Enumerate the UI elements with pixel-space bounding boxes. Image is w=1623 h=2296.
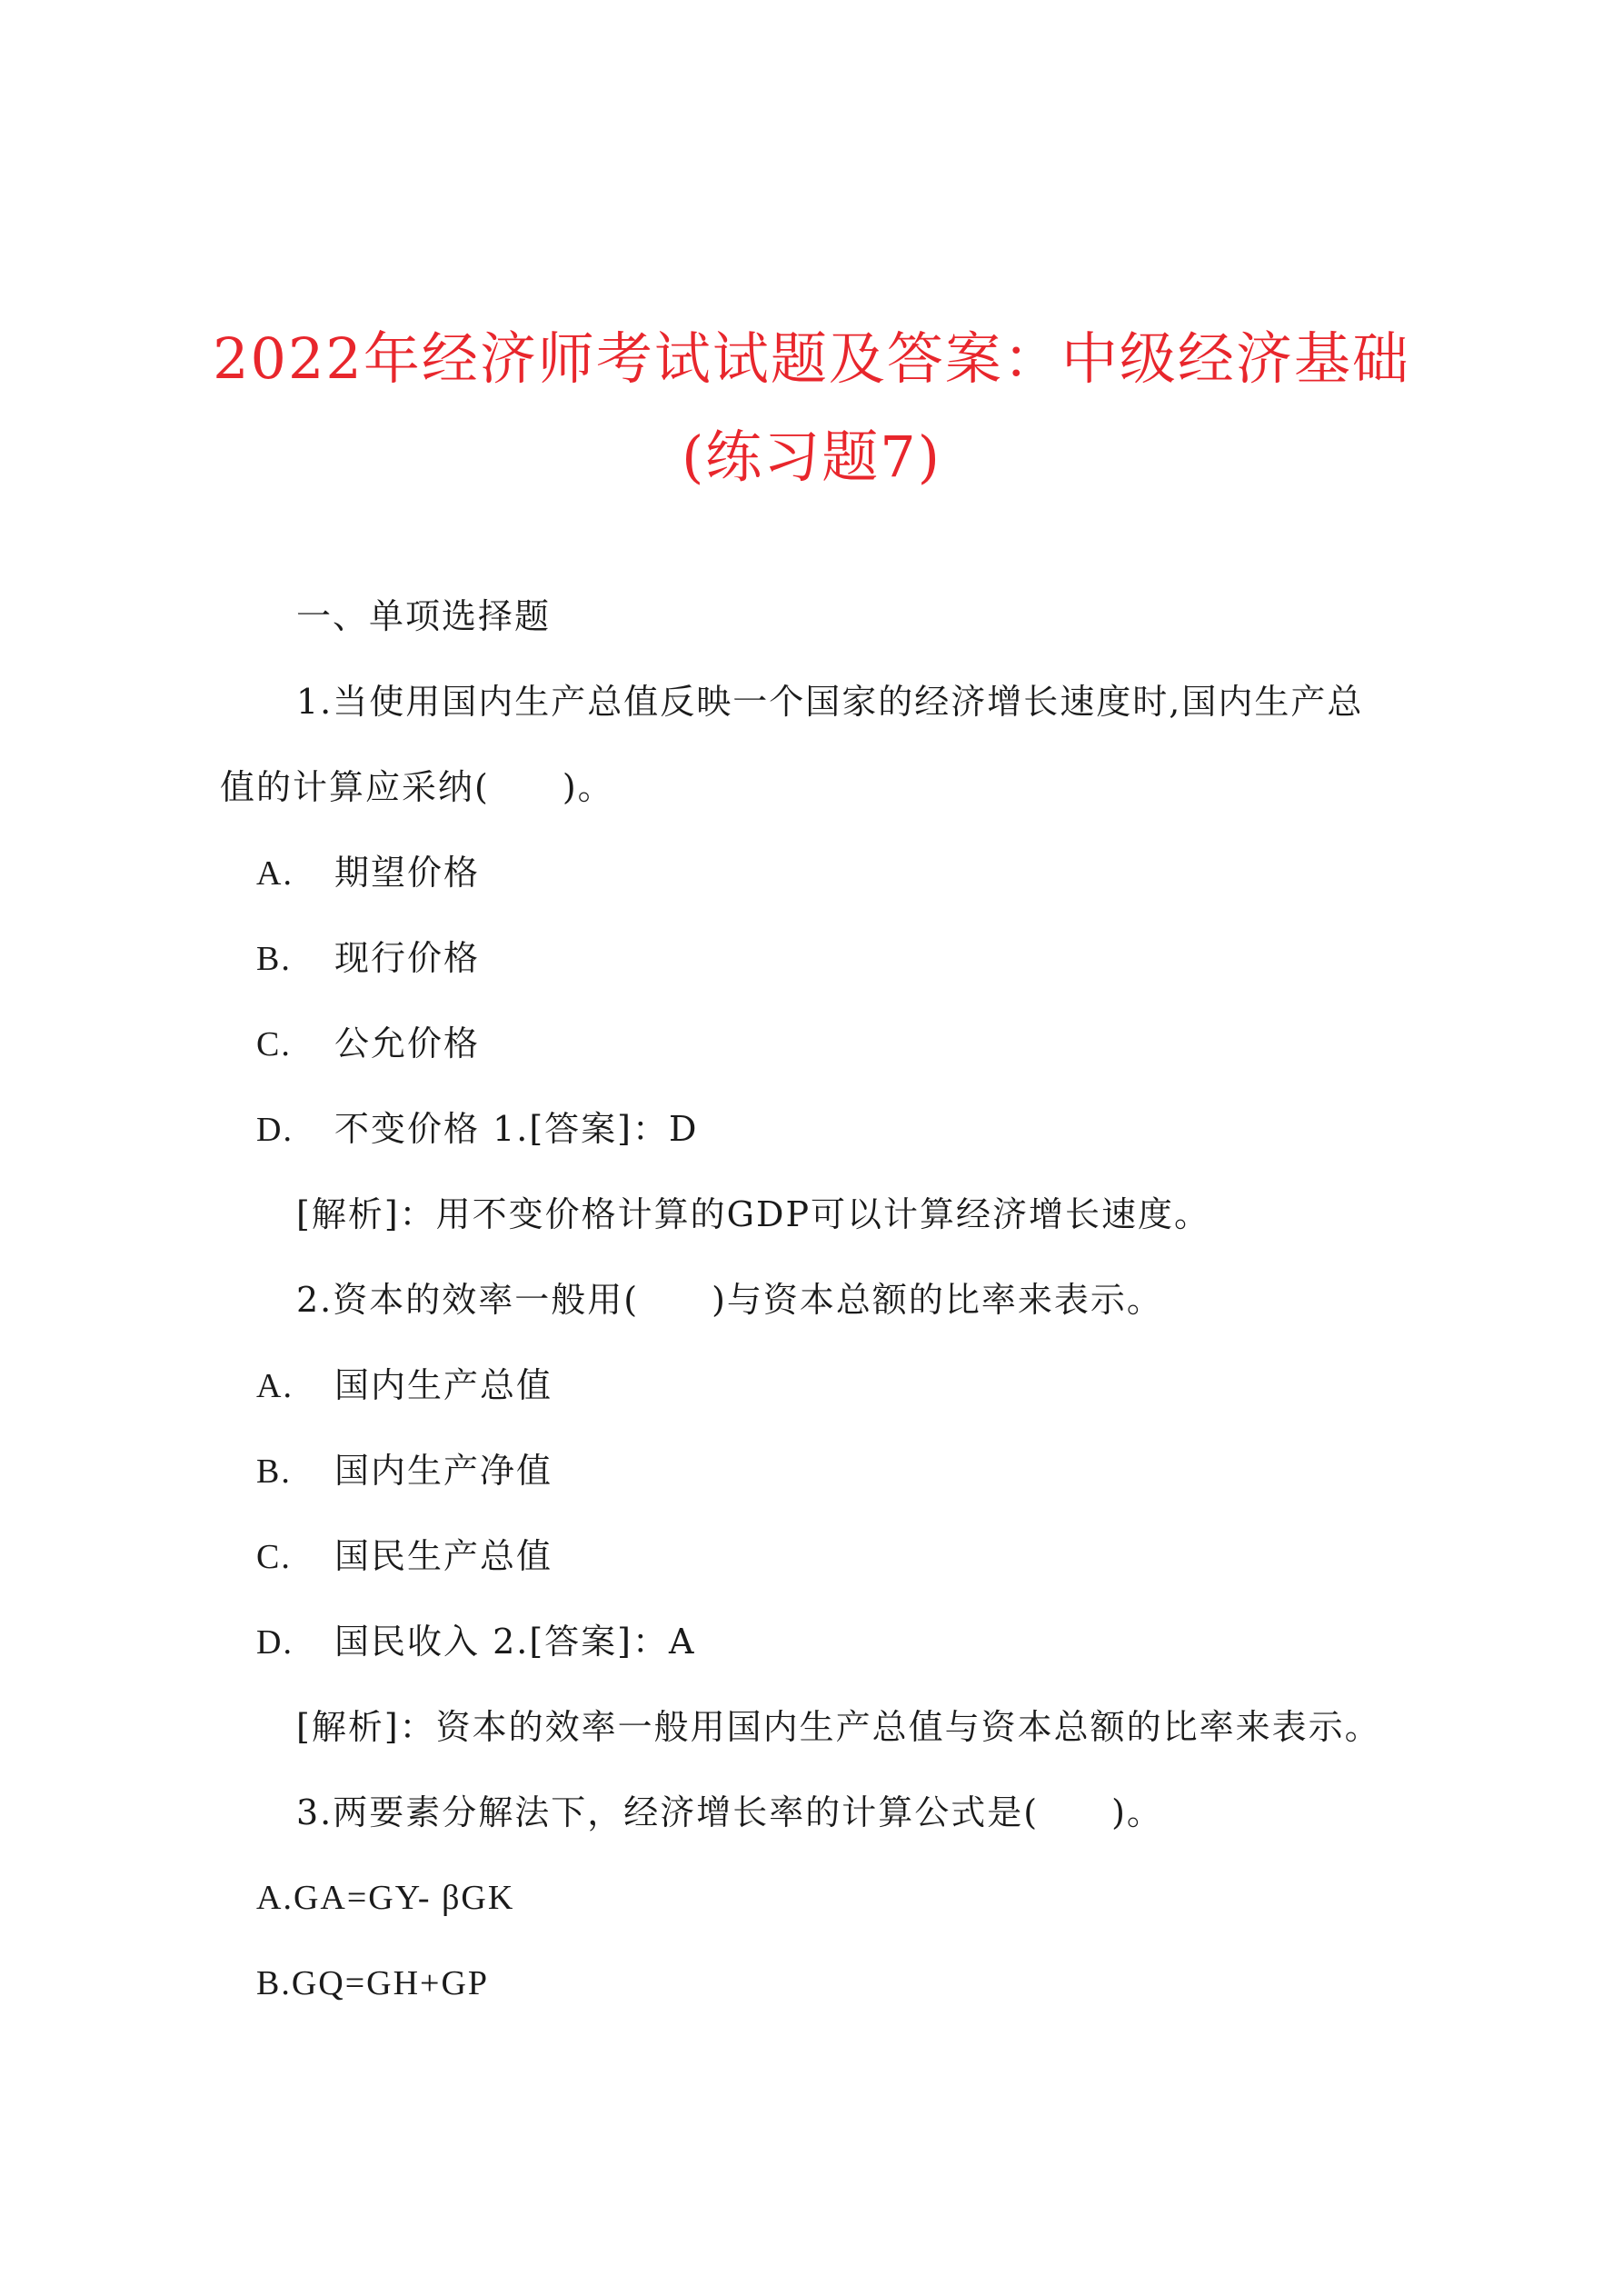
option-text: 国内生产总值 — [334, 1365, 553, 1405]
question-3-option-b: B.GQ=GH+GP — [256, 1964, 490, 2002]
document-title-line-2: (练习题7) — [682, 424, 941, 490]
question-3-option-a: A.GA=GY- βGK — [256, 1879, 515, 1917]
question-2-option-c — [256, 1536, 553, 1577]
question-2-stem-line-1: 2.资本的效率一般用( )与资本总额的比率来表示。 — [296, 1280, 1163, 1320]
option-letter: A. — [256, 854, 294, 893]
question-1-analysis: [解析]：用不变价格计算的GDP可以计算经济增长速度。 — [296, 1194, 1211, 1234]
question-1-option-a — [256, 853, 480, 893]
question-2-option-b — [256, 1451, 553, 1492]
option-letter: D. — [256, 1111, 294, 1149]
option-letter: D. — [256, 1623, 294, 1662]
question-2-analysis: [解析]：资本的效率一般用国内生产总值与资本总额的比率来表示。 — [296, 1707, 1381, 1747]
option-text: 国内生产净值 — [334, 1451, 553, 1491]
question-1-option-c — [256, 1023, 480, 1064]
option-text: 现行价格 — [334, 938, 481, 978]
option-letter: C. — [256, 1538, 292, 1576]
option-letter: B. — [256, 940, 292, 978]
section-heading: 一、单项选择题 — [296, 596, 552, 636]
option-text: 期望价格 — [334, 853, 481, 893]
question-1-stem-line-2: 值的计算应采纳( )。 — [220, 767, 614, 807]
option-text: 公允价格 — [334, 1023, 481, 1063]
option-text: 国民收入 2.[答案]：A — [334, 1622, 696, 1662]
option-letter: C. — [256, 1025, 292, 1063]
question-1-stem-line-1: 1.当使用国内生产总值反映一个国家的经济增长速度时,国内生产总 — [296, 682, 1364, 722]
question-3-stem-line-1: 3.两要素分解法下，经济增长率的计算公式是( )。 — [296, 1792, 1163, 1832]
document-title-line-1: 2022年经济师考试试题及答案：中级经济基础 — [213, 325, 1410, 392]
option-letter: A. — [256, 1367, 294, 1405]
option-text: 不变价格 1.[答案]：D — [334, 1109, 699, 1149]
question-2-option-a — [256, 1365, 553, 1406]
question-1-option-b — [256, 938, 480, 979]
option-text: 国民生产总值 — [334, 1536, 553, 1576]
question-1-option-d — [256, 1109, 698, 1150]
option-letter: B. — [256, 1452, 292, 1491]
question-2-option-d — [256, 1622, 695, 1662]
